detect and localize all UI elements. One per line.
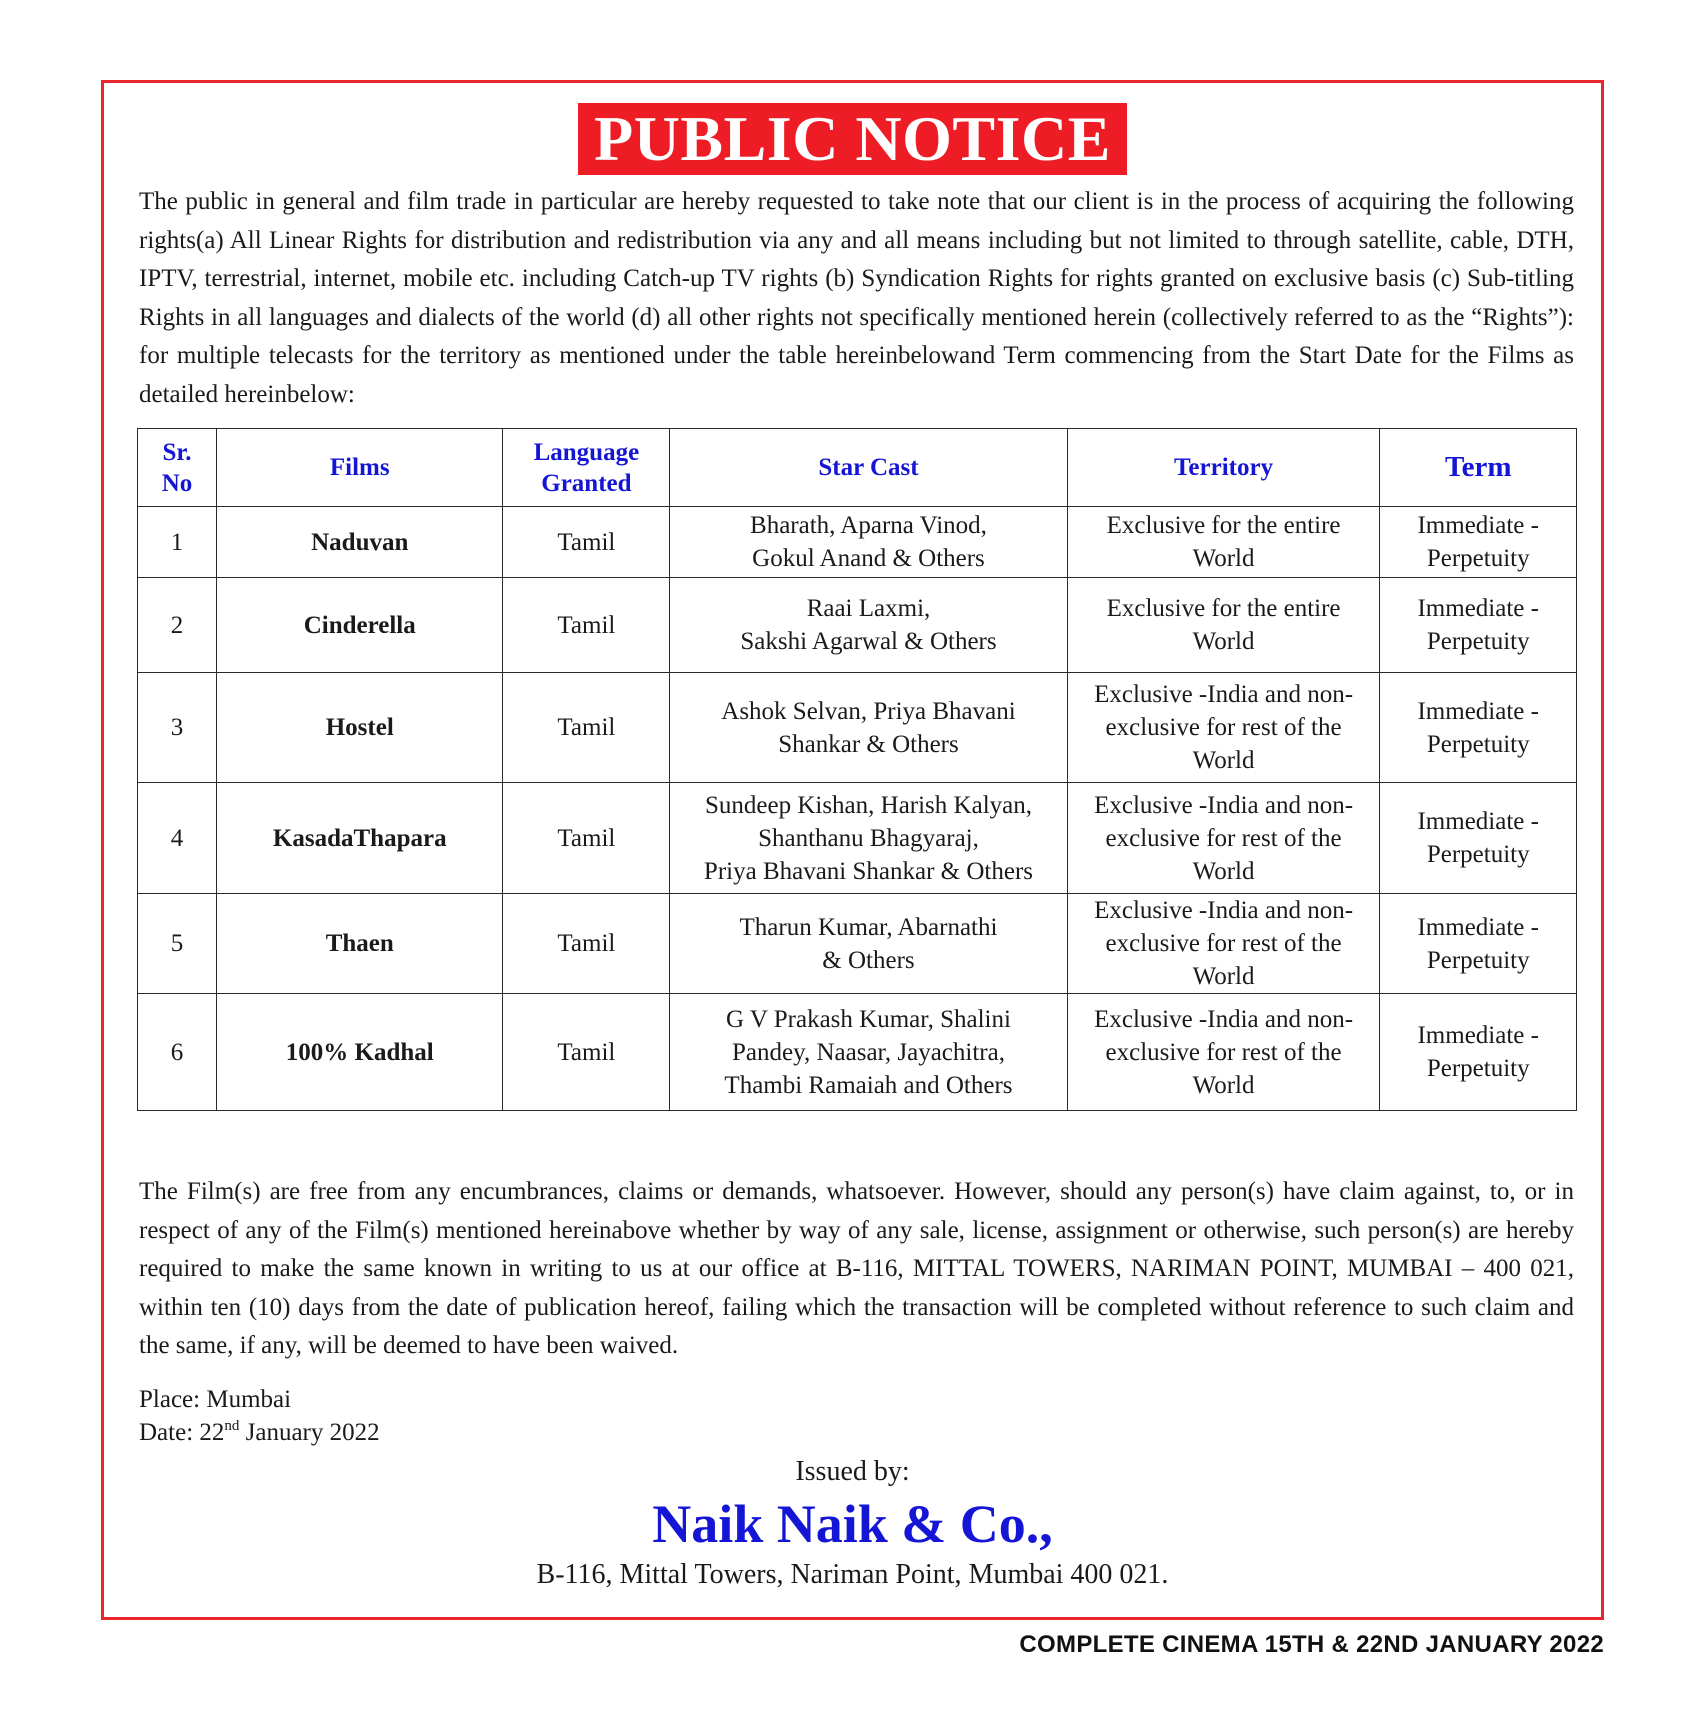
cell-film: KasadaThapara [217, 783, 503, 894]
header-language: Language Granted [503, 429, 670, 507]
place-line: Place: Mumbai [139, 1386, 292, 1413]
header-films: Films [217, 429, 503, 507]
cell-sr: 2 [138, 578, 217, 673]
cell-term: Immediate - Perpetuity [1380, 894, 1577, 994]
cell-language: Tamil [503, 894, 670, 994]
cell-language: Tamil [503, 507, 670, 578]
intro-paragraph: The public in general and film trade in particular are hereby requested to take note that our client is in the process of acquiring the following rights(a) All Linear Rights for distribution and redistribution via any and all means including but not limited to through satellite, cable, DTH, IPTV, terrestrial, internet, mobile etc. including Catch-up TV rights (b) Syndication Rights for rights granted on exclusive basis (c) Sub-titling Rights in all languages and dialects of the world (d) all other rights not specifically mentioned herein (collectively referred to as the “Rights”): for multiple telecasts for the territory as mentioned under the table hereinbelowand Term commencing from the Start Date for the Films as detailed hereinbelow: [139, 188, 1574, 408]
cell-cast: Ashok Selvan, Priya Bhavani Shankar & Others [670, 673, 1067, 783]
cell-film: Hostel [217, 673, 503, 783]
cell-film: 100% Kadhal [217, 994, 503, 1111]
table-row [138, 578, 1577, 673]
cell-term: Immediate - Perpetuity [1380, 673, 1577, 783]
cell-language: Tamil [503, 673, 670, 783]
cell-cast: Sundeep Kishan, Harish Kalyan, Shanthanu Bhagyaraj, Priya Bhavani Shankar & Others [670, 783, 1067, 894]
header-star-cast: Star Cast [670, 429, 1067, 507]
cell-film: Naduvan [217, 507, 503, 578]
cell-film: Cinderella [217, 578, 503, 673]
cell-language: Tamil [503, 783, 670, 894]
firm-address: B-116, Mittal Towers, Nariman Point, Mumbai 400 021. [536, 1559, 1169, 1590]
cell-sr: 4 [138, 783, 217, 894]
cell-language: Tamil [503, 994, 670, 1111]
outro-paragraph: The Film(s) are free from any encumbrances, claims or demands, whatsoever. However, should any person(s) have claim against, to, or in respect of any of the Film(s) mentioned hereinabove whether by way of any sale, license, assignment or otherwise, such person(s) are hereby required to make the same known in writing to us at our office at B-116, MITTAL TOWERS, NARIMAN POINT, MUMBAI – 400 021, within ten (10) days from the date of publication hereof, failing which the transaction will be completed without reference to such claim and the same, if any, will be deemed to have been waived. [139, 1178, 1574, 1359]
cell-territory: Exclusive -India and non- exclusive for rest of the World [1067, 673, 1380, 783]
cell-cast: Raai Laxmi, Sakshi Agarwal & Others [670, 578, 1067, 673]
table-row [138, 507, 1577, 578]
cell-territory: Exclusive for the entire World [1067, 578, 1380, 673]
cell-territory: Exclusive -India and non- exclusive for rest of the World [1067, 783, 1380, 894]
cell-territory: Exclusive -India and non- exclusive for rest of the World [1067, 894, 1380, 994]
header-sr-no: Sr. No [138, 429, 217, 507]
cell-cast: G V Prakash Kumar, Shalini Pandey, Naasar, Jayachitra, Thambi Ramaiah and Others [670, 994, 1067, 1111]
header-term: Term [1380, 429, 1577, 507]
table-row [138, 894, 1577, 994]
notice-title: PUBLIC NOTICE [578, 103, 1127, 175]
table-header-row [138, 429, 1577, 507]
cell-territory: Exclusive for the entire World [1067, 507, 1380, 578]
issued-by-label: Issued by: [795, 1456, 910, 1487]
title-wrap [104, 103, 1601, 175]
cell-sr: 5 [138, 894, 217, 994]
date-line: Date: 22nd January 2022 [139, 1418, 380, 1446]
table-row [138, 673, 1577, 783]
notice-frame [101, 80, 1604, 1620]
cell-cast: Tharun Kumar, Abarnathi & Others [670, 894, 1067, 994]
cell-term: Immediate - Perpetuity [1380, 994, 1577, 1111]
cell-sr: 3 [138, 673, 217, 783]
table-row [138, 994, 1577, 1111]
cell-film: Thaen [217, 894, 503, 994]
publication-footer: COMPLETE CINEMA 15TH & 22ND JANUARY 2022 [1019, 1631, 1604, 1658]
cell-cast: Bharath, Aparna Vinod, Gokul Anand & Others [670, 507, 1067, 578]
header-territory: Territory [1067, 429, 1380, 507]
cell-territory: Exclusive -India and non- exclusive for rest of the World [1067, 994, 1380, 1111]
cell-language: Tamil [503, 578, 670, 673]
cell-term: Immediate - Perpetuity [1380, 578, 1577, 673]
table-row [138, 783, 1577, 894]
firm-name: Naik Naik & Co., [652, 1494, 1053, 1554]
cell-sr: 6 [138, 994, 217, 1111]
cell-term: Immediate - Perpetuity [1380, 507, 1577, 578]
cell-sr: 1 [138, 507, 217, 578]
cell-term: Immediate - Perpetuity [1380, 783, 1577, 894]
films-table [137, 428, 1577, 1111]
